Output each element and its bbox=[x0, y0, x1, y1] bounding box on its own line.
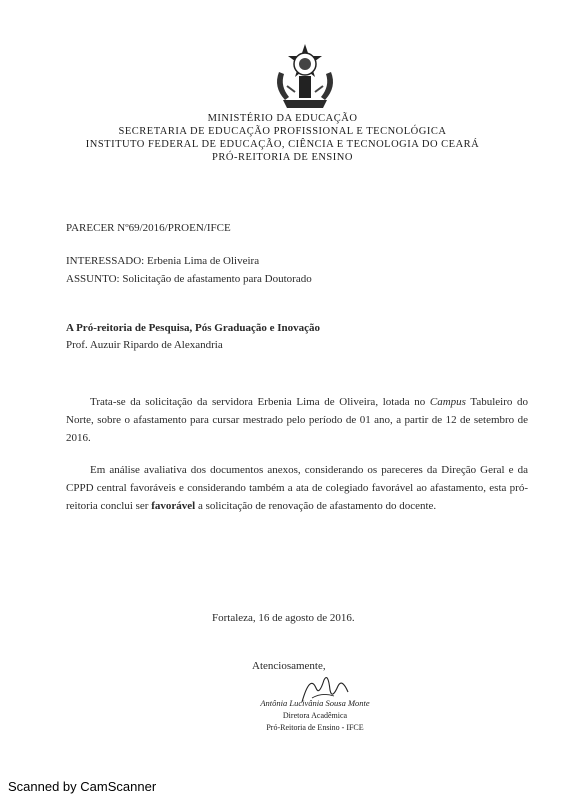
assunto-value: Solicitação de afastamento para Doutorado bbox=[122, 273, 312, 285]
assunto-label: ASSUNTO: bbox=[66, 273, 120, 285]
scanner-footer: Scanned by CamScanner bbox=[8, 779, 157, 794]
header-secretariat: SECRETARIA DE EDUCAÇÃO PROFISSIONAL E TECNOLÓGICA bbox=[118, 126, 447, 137]
signer-role: Diretora Acadêmica bbox=[282, 711, 348, 720]
place-date: Fortaleza, 16 de agosto de 2016. bbox=[212, 612, 355, 624]
header-institute: INSTITUTO FEDERAL DE EDUCAÇÃO, CIÊNCIA E TECNOLOGIA DO CEARÁ bbox=[85, 139, 480, 150]
recipient-office: A Pró-reitoria de Pesquisa, Pós Graduação e Inovação bbox=[66, 322, 320, 334]
salutation: Atenciosamente, bbox=[252, 660, 326, 672]
assunto-row bbox=[66, 273, 312, 285]
interessado-value: Erbenia Lima de Oliveira bbox=[146, 255, 260, 267]
p2-text-a: Em análise avaliativa dos documentos anexos, considerando os pareceres da Direção Geral e da CPPD central favoráveis e considerando também a ata de colegiado favorável ao afastamento, esta pró-reitoria conclui ser bbox=[66, 464, 528, 512]
interessado-label: INTERESSADO: bbox=[66, 255, 145, 267]
body-paragraph-1 bbox=[66, 393, 528, 447]
p2-favoravel: favorável bbox=[151, 500, 196, 512]
parecer-number: PARECER Nº69/2016/PROEN/IFCE bbox=[66, 222, 231, 234]
p1-campus: Campus bbox=[429, 396, 466, 408]
header-ministry: MINISTÉRIO DA EDUCAÇÃO bbox=[207, 113, 358, 124]
interessado-row bbox=[66, 255, 259, 267]
signer-department: Pró-Reitoria de Ensino - IFCE bbox=[266, 723, 364, 732]
p1-text-b: Tabuleiro do Norte, sobre o afastamento para cursar mestrado pelo período de 01 ano, a partir de 12 de setembro de 2016. bbox=[66, 396, 528, 444]
signer-name: Antônia Lucivânia Sousa Monte bbox=[260, 698, 370, 708]
p1-text-a: Trata-se da solicitação da servidora Erbenia Lima de Oliveira, lotada no bbox=[90, 396, 430, 408]
body-paragraph-2 bbox=[66, 461, 528, 515]
recipient-name: Prof. Auzuir Ripardo de Alexandria bbox=[66, 339, 223, 351]
p2-text-b: a solicitação de renovação de afastamento do docente. bbox=[195, 500, 437, 512]
brasao-emblem-icon bbox=[269, 42, 341, 112]
signer-block bbox=[240, 698, 390, 732]
header-pro-rectorate: PRÓ-REITORIA DE ENSINO bbox=[212, 152, 353, 163]
